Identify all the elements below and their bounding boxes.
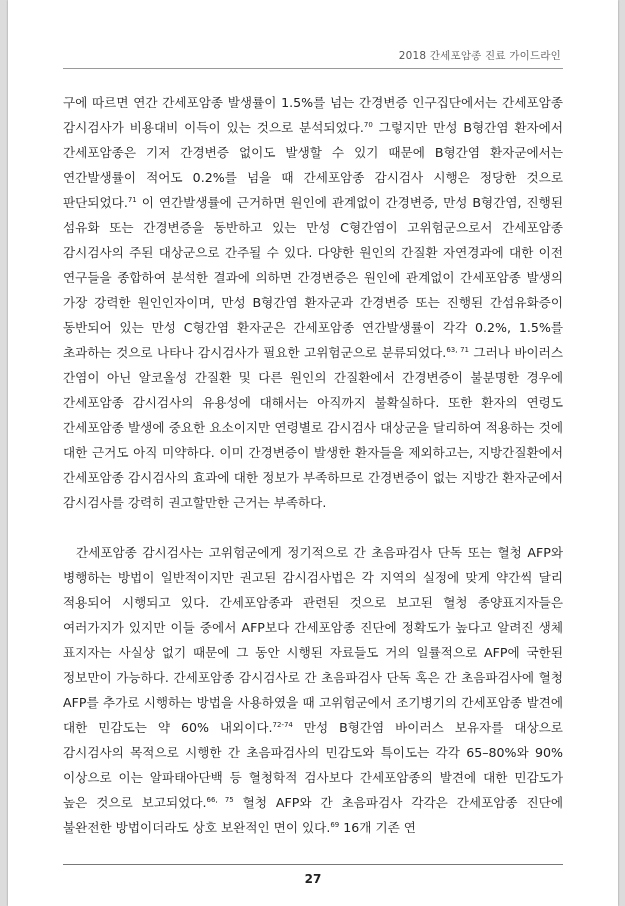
citation-superscript: 63, 71: [446, 345, 470, 354]
text-segment: 16개 기존 연: [339, 820, 416, 835]
body-text: [63, 90, 563, 840]
paragraph-1: [63, 90, 563, 515]
text-segment: 혈청 AFP와 간 초음파검사 각각은 간세포암종 진단에 불완전한 방법이더라도 상호 보완적인 면이 있다.: [63, 795, 564, 835]
citation-superscript: 69: [330, 820, 340, 829]
running-header: 2018 간세포암종 진료 가이드라인: [398, 50, 561, 62]
text-segment: 그렇지만 만성 B형간염 환자에서 간세포암종은 기저 간경변증 없이도 발생할 수 있기 때문에 B형간염 환자군에서는 연간발생률이 적어도 0.2%를 넘을 때 간세포암종 감시검사 시행은 정당한 것으로 판단되었다.: [63, 120, 563, 210]
footer-rule: [63, 864, 563, 865]
citation-superscript: 72-74: [272, 720, 293, 729]
text-segment: 구에 따르면 연간 간세포암종 발생률이 1.5%를 넘는 간경변증 인구집단에서는 간세포암종 감시검사가 비용대비 이득이 있는 것으로 분석되었다.: [63, 95, 563, 135]
paragraph-2: [63, 540, 563, 840]
citation-superscript: 70: [363, 120, 373, 129]
text-segment: 이 연간발생률에 근거하면 원인에 관계없이 간경변증, 만성 B형간염, 진행된 섬유화 또는 간경변증을 동반하고 있는 만성 C형간염이 고위험군으로서 간세포암종 감시검사의 주된 대상군으로 간주될 수 있다. 다양한 원인의 간질환 자연경과에 대한 이전 연구들을 종합하여 분석한 결과에 의하면 간경변증은 원인에 관계없이 간세포암종 발생의 가장 강력한 원인인자이며, 만성 B형간염 환자군과 간경변증 또는 진행된 간섬유화증이 동반되어 있는 만성 C형간염 환자군은 간세포암종 연간발생률이 각각 0.2%, 1.5%를 초과하는 것으로 나타나 감시검사가 필요한 고위험군으로 분류되었다.: [63, 195, 563, 360]
text-segment: 만성 B형간염 바이러스 보유자를 대상으로 감시검사의 목적으로 시행한 간 초음파검사의 민감도와 특이도는 각각 65–80%와 90% 이상으로 이는 알파태아단백 등 혈청학적 검사보다 간세포암종의 발견에 대한 민감도가 높은 것으로 보고되었다.: [63, 720, 563, 810]
citation-superscript: 71: [127, 195, 137, 204]
text-segment: 간세포암종 감시검사는 고위험군에게 정기적으로 간 초음파검사 단독 또는 혈청 AFP와 병행하는 방법이 일반적이지만 권고된 감시검사법은 각 지역의 실정에 맞게 약간씩 달리 적용되어 시행되고 있다. 간세포암종과 관련된 것으로 보고된 혈청 종양표지자들은 여러가지가 있지만 이들 중에서 AFP보다 간세포암종 진단에 정확도가 높다고 알려진 생체 표지자는 사실상 없기 때문에 그 동안 시행된 자료들도 거의 일률적으로 AFP에 국한된 정보만이 가능하다. 간세포암종 감시검사로 간 초음파검사 단독 혹은 간 초음파검사에 혈청 AFP를 추가로 시행하는 방법을 사용하였을 때 고위험군에서 조기병기의 간세포암종 발견에 대한 민감도는 약 60% 내외이다.: [63, 545, 563, 735]
citation-superscript: 66, 75: [206, 795, 234, 804]
document-page: [8, 0, 618, 906]
text-segment: 그러나 바이러스 간염이 아닌 알코올성 간질환 및 다른 원인의 간질환에서 간경변증이 불분명한 경우에 간세포암종 감시검사의 유용성에 대해서는 아직까지 불확실하다. 또한 환자의 연령도 간세포암종 발생에 중요한 요소이지만 연령별로 감시검사 대상군을 달리하여 적용하는 것에 대한 근거도 아직 미약하다. 이미 간경변증이 발생한 환자들을 제외하고는, 지방간질환에서 간세포암종 감시검사의 효과에 대한 정보가 부족하므로 간경변증이 없는 지방간 환자군에서 감시검사를 강력히 권고할만한 근거는 부족하다.: [63, 345, 564, 510]
header-rule: [63, 68, 563, 69]
page-number: 27: [304, 872, 322, 886]
